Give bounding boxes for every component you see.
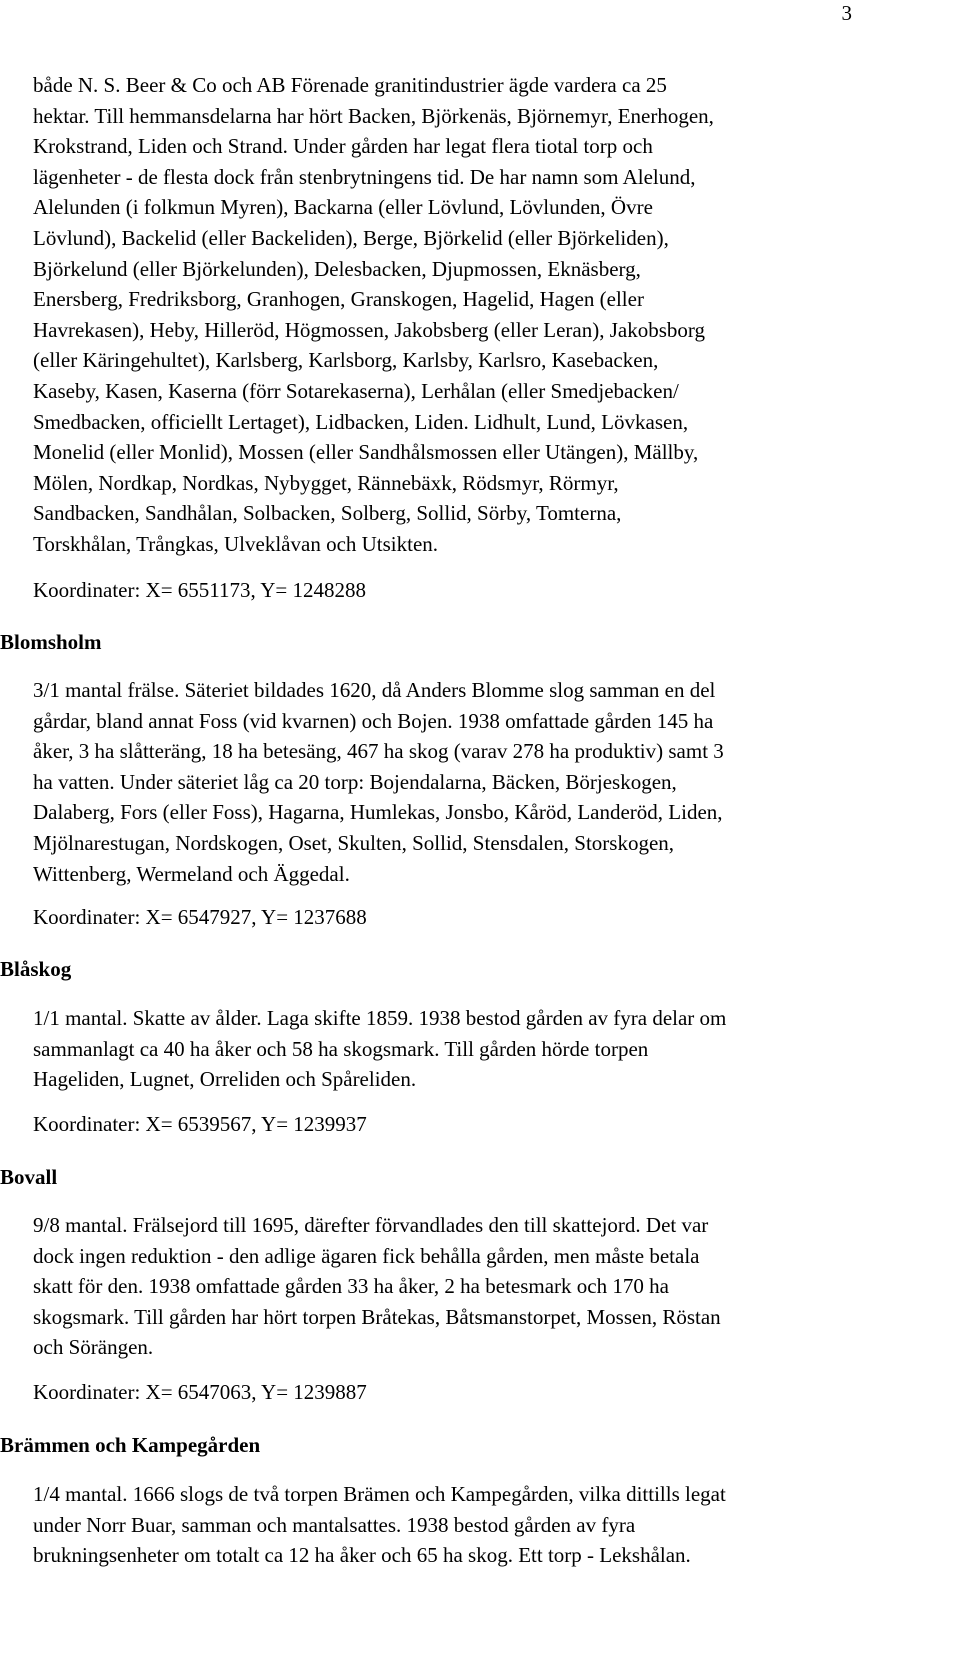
section-paragraph-blaskog: 1/1 mantal. Skatte av ålder. Laga skifte 1859. 1938 bestod gården av fyra delar om sammanlagt ca 40 ha åker och 58 ha skogsmark. Till gården hörde torpen Hageliden, Lugnet, Orreliden och Spåreliden.: [33, 1006, 727, 1092]
intro-coordinates: Koordinater: X= 6551173, Y= 1248288: [33, 578, 367, 602]
section-paragraph-brammen: 1/4 mantal. 1666 slogs de två torpen Brämen och Kampegården, vilka dittills legat under Norr Buar, samman och mantalsattes. 1938 bestod gården av fyra brukningsenheter om totalt ca 12 ha åker och 65 ha skog. Ett torp - Lekshålan.: [33, 1482, 726, 1568]
page-number: 3: [841, 1, 852, 25]
intro-paragraph: både N. S. Beer & Co och AB Förenade granitindustrier ägde vardera ca 25 hektar. Till hemmansdelarna har hört Backen, Björkenäs, Björnemyr, Enerhogen, Krokstrand, Liden och Strand. Under gården har legat flera tiotal torp och lägenheter - de flesta dock från stenbrytningens tid. De har namn som Alelund, Alelunden (i folkmun Myren), Backarna (eller Lövlund, Lövlunden, Övre Lövlund), Backelid (eller Backeliden), Berge, Björkelid (eller Björkeliden), Björkelund (eller Björkelunden), Delesbacken, Djupmossen, Eknäsberg, Enersberg, Fredriksborg, Granhogen, Granskogen, Hagelid, Hagen (eller Havrekasen), Heby, Hilleröd, Högmossen, Jakobsberg (eller Leran), Jakobsborg (eller Käringehultet), Karlsberg, Karlsborg, Karlsby, Karlsro, Kasebacken, Kaseby, Kasen, Kaserna (förr Sotarekaserna), Lerhålan (eller Smedjebacken/ Smedbacken, officiellt Lertaget), Lidbacken, Liden. Lidhult, Lund, Lövkasen, Monelid (eller Monlid), Mossen (eller Sandhålsmossen eller Utängen), Mällby, Mölen, Nordkap, Nordkas, Nybygget, Rännebäxk, Rödsmyr, Rörmyr, Sandbacken, Sandhålan, Solbacken, Solberg, Sollid, Sörby, Tomterna, Torskhålan, Trångkas, Ulveklåvan och Utsikten.: [33, 73, 714, 556]
section-coordinates-blaskog: Koordinater: X= 6539567, Y= 1239937: [33, 1112, 367, 1136]
section-title-bovall: Bovall: [0, 1165, 58, 1189]
section-title-blaskog: Blåskog: [0, 957, 72, 981]
section-paragraph-bovall: 9/8 mantal. Frälsejord till 1695, därefter förvandlades den till skattejord. Det var dock ingen reduktion - den adlige ägaren fick behålla gården, men måste betala skatt för den. 1938 omfattade gården 33 ha åker, 2 ha betesmark och 170 ha skogsmark. Till gården har hört torpen Bråtekas, Båtsmanstorpet, Mossen, Röstan och Sörängen.: [33, 1213, 721, 1360]
section-title-brammen: Brämmen och Kampegården: [0, 1433, 261, 1457]
section-coordinates-bovall: Koordinater: X= 6547063, Y= 1239887: [33, 1380, 367, 1404]
section-paragraph-blomsholm: 3/1 mantal frälse. Säteriet bildades 1620, då Anders Blomme slog samman en del gårdar, bland annat Foss (vid kvarnen) och Bojen. 1938 omfattade gården 145 ha åker, 3 ha slåtteräng, 18 ha betesäng, 467 ha skog (varav 278 ha produktiv) samt 3 ha vatten. Under säteriet låg ca 20 torp: Bojendalarna, Bäcken, Börjeskogen, Dalaberg, Fors (eller Foss), Hagarna, Humlekas, Jonsbo, Kåröd, Landeröd, Liden, Mjölnarestugan, Nordskogen, Oset, Skulten, Sollid, Stensdalen, Storskogen, Wittenberg, Wermeland och Äggedal.: [33, 678, 724, 886]
section-coordinates-blomsholm: Koordinater: X= 6547927, Y= 1237688: [33, 905, 367, 929]
section-title-blomsholm: Blomsholm: [0, 630, 102, 654]
